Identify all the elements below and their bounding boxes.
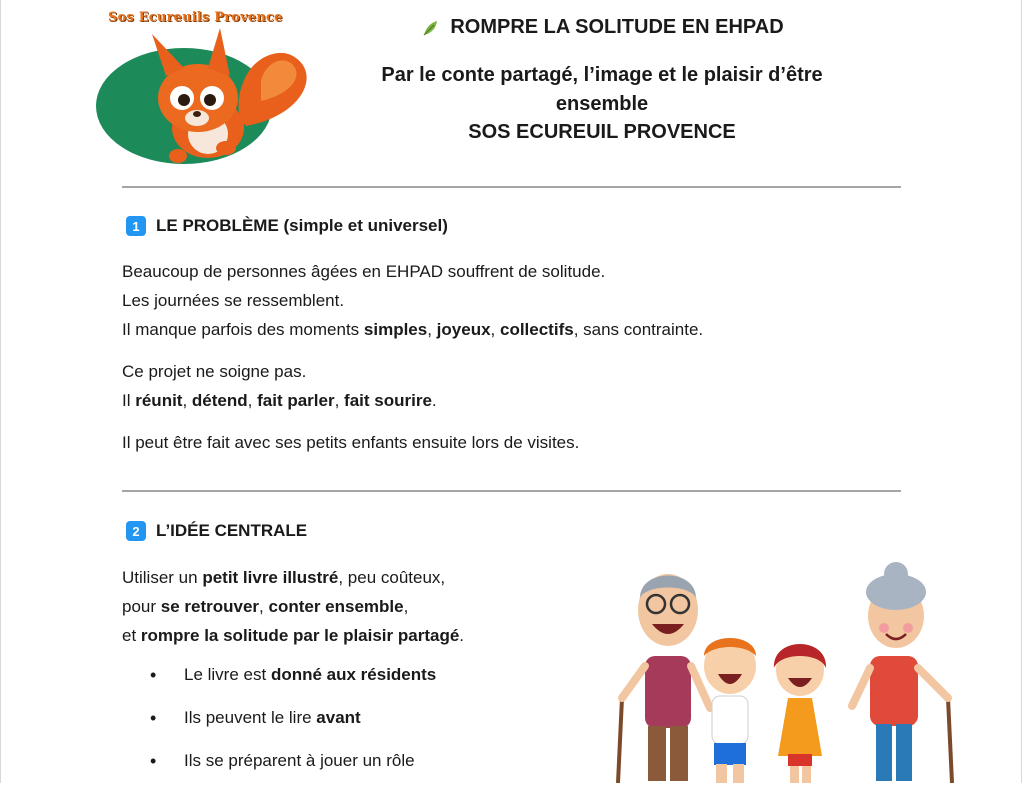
section-2-heading	[126, 521, 307, 541]
bullet-icon: •	[150, 708, 157, 728]
bullet-icon: •	[150, 665, 157, 685]
family-illustration	[600, 548, 980, 783]
organization-name: SOS ECUREUIL PROVENCE	[468, 121, 736, 143]
text-run: ,	[259, 597, 269, 616]
text-run: .	[459, 626, 465, 645]
grandma-figure	[852, 562, 952, 783]
text-run: Ils se préparent à jouer un rôle	[184, 751, 415, 770]
bold-run: réunit	[135, 391, 183, 410]
girl-figure	[774, 644, 826, 783]
bold-run: avant	[316, 708, 361, 727]
list-item	[150, 663, 436, 706]
page-title	[330, 16, 874, 39]
number-1-icon: 1	[126, 216, 146, 236]
leaf-icon	[420, 18, 440, 38]
text-run: ,	[427, 320, 437, 339]
text-run: Ils peuvent le lire	[184, 708, 317, 727]
section-2-paragraph-1	[122, 563, 464, 650]
bold-run: joyeux	[436, 320, 491, 339]
list-item	[150, 706, 436, 749]
squirrel-illustration	[96, 6, 326, 166]
grandpa-figure	[618, 574, 710, 783]
text-run: ,	[490, 320, 500, 339]
text-run: , peu coûteux,	[338, 568, 446, 587]
text-run: Le livre est	[184, 665, 271, 684]
bold-run: fait parler	[257, 391, 335, 410]
text-run: Utiliser un	[122, 568, 203, 587]
bold-run: conter ensemble	[268, 597, 404, 616]
subtitle-line-2: ensemble	[555, 93, 649, 115]
bold-run: détend	[191, 391, 248, 410]
text-run: pour	[122, 597, 161, 616]
section-1-heading	[126, 216, 448, 236]
logo-text: Sos Ecureuils Provence	[108, 10, 283, 25]
bold-run: donné aux résidents	[270, 665, 437, 684]
text-run: ,	[403, 597, 409, 616]
bold-run: fait sourire	[344, 391, 432, 410]
text-run: ,	[334, 391, 345, 410]
text-run: ,	[182, 391, 192, 410]
divider-1	[122, 186, 901, 188]
bold-run: rompre la solitude par le plaisir partagé	[140, 626, 460, 645]
text-run: .	[431, 391, 437, 410]
boy-figure	[704, 638, 756, 783]
document-header	[330, 14, 874, 144]
text-run: , sans contrainte.	[573, 320, 704, 339]
subtitle	[330, 61, 874, 119]
subtitle-line-1: Par le conte partagé, l’image et le plaisir d’être	[381, 64, 823, 86]
section-2-title: L’IDÉE CENTRALE	[156, 521, 308, 540]
bullet-list	[150, 663, 436, 792]
bold-run: collectifs	[499, 320, 574, 339]
text-run: ,	[247, 391, 258, 410]
divider-2	[122, 490, 901, 492]
text-line: Les journées se ressemblent.	[122, 291, 345, 310]
bold-run: se retrouver	[160, 597, 260, 616]
list-item	[150, 749, 436, 792]
text-run: et	[122, 626, 141, 645]
text-run: Il manque parfois des moments	[122, 320, 364, 339]
text-line: Beaucoup de personnes âgées en EHPAD souffrent de solitude.	[122, 262, 606, 281]
squirrel-logo	[96, 6, 326, 166]
text-run: Il	[122, 391, 136, 410]
title-text: ROMPRE LA SOLITUDE EN EHPAD	[450, 16, 784, 38]
section-1-title: LE PROBLÈME (simple et universel)	[156, 216, 448, 235]
bold-run: simples	[363, 320, 428, 339]
bold-run: petit livre illustré	[202, 568, 339, 587]
text-line: Ce projet ne soigne pas.	[122, 362, 307, 381]
section-1-paragraph-3: Il peut être fait avec ses petits enfants ensuite lors de visites.	[122, 433, 580, 452]
number-2-icon: 2	[126, 521, 146, 541]
bullet-icon: •	[150, 751, 157, 771]
section-1-paragraph-2	[122, 357, 437, 415]
section-1-paragraph-1	[122, 257, 703, 344]
